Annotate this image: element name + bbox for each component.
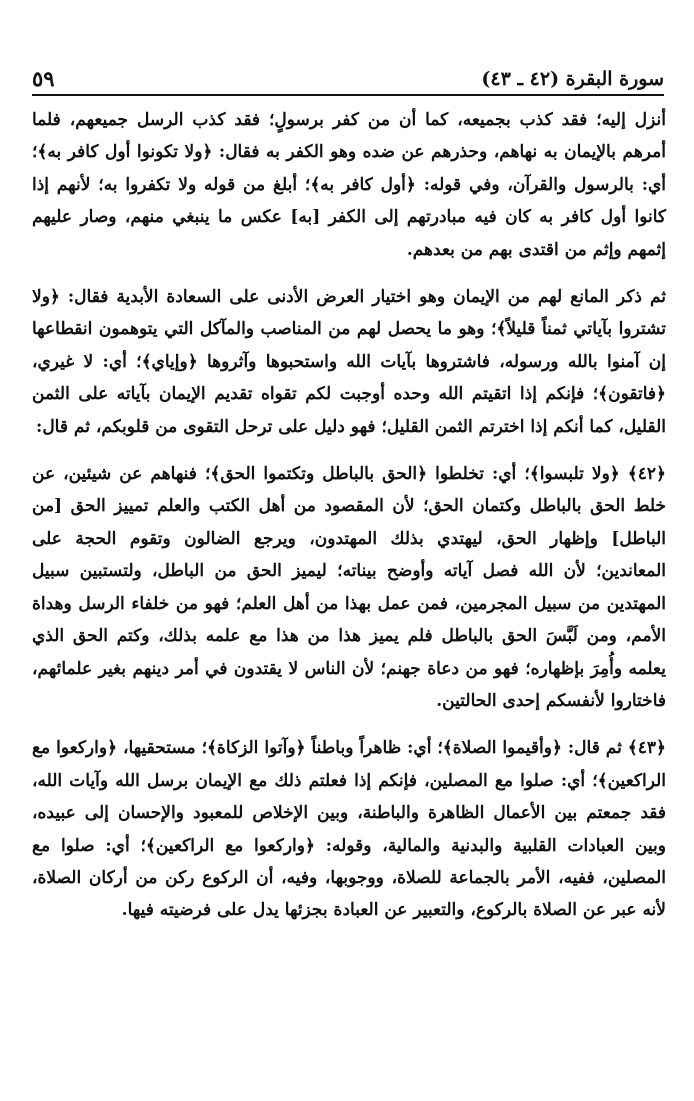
paragraph-verse-42: ﴿٤٢﴾ ﴿ولا تلبسوا﴾؛ أي: تخلطوا ﴿الحق بالباطل وتكتموا الحق﴾؛ فنهاهم عن شيئين، عن خلط الحق بالباطل وكتمان الحق؛ لأن المقصود من أهل الكتب والعلم تمييز الحق [من الباطل] وإظهار الحق، ليهتدي بذلك المهتدون، ويرجع الضالون وتقوم الحجة على المعاندين؛ لأن الله فصل آياته وأوضح بيناته؛ ليميز الحق من الباطل، ولتستبين سبيل المهتدين من سبيل المجرمين، فمن عمل بهذا من أهل العلم؛ فهو من خلفاء الرسل وهداة الأمم، ومن لَبَّسَ الحق بالباطل فلم يميز هذا من هذا مع علمه بذلك، وكتم الحق الذي يعلمه وأُمِرَ بإظهاره؛ فهو من دعاة جهنم؛ لأن الناس لا يقتدون في أمر دينهم بغير علمائهم، فاختاروا لأنفسكم إحدى الحالتين. (32, 464, 666, 711)
page-header (32, 58, 664, 96)
page-number: ٥٩ (32, 66, 55, 91)
paragraph-commentary: ثم ذكر المانع لهم من الإيمان وهو اختيار العرض الأدنى على السعادة الأبدية فقال: ﴿ولا تشتروا بآياتي ثمناً قليلاً﴾؛ وهو ما يحصل لهم من المناصب والمآكل التي يتوهمون انقطاعها إن آمنوا بالله ورسوله، فاشتروها بآيات الله واستحبوها وآثروها ﴿وإياي﴾؛ أي: لا غيري، ﴿فاتقون﴾؛ فإنكم إذا اتقيتم الله وحده أوجبت لكم تقواه تقديم الإيمان بآياته على الثمن القليل، كما أنكم إذا اخترتم الثمن القليل؛ فهو دليل على ترحل التقوى من قلوبكم، ثم قال: (32, 287, 666, 437)
page-body (32, 104, 666, 927)
paragraph-continuation: أنزل إليه؛ فقد كذب بجميعه، كما أن من كفر برسولٍ؛ فقد كذب الرسل جميعهم، فلما أمرهم بالإيمان به نهاهم، وحذرهم عن ضده وهو الكفر به فقال: ﴿ولا تكونوا أول كافر به﴾؛ أي: بالرسول والقرآن، وفي قوله: ﴿أول كافر به﴾؛ أبلغ من قوله ولا تكفروا به؛ لأنهم إذا كانوا أول كافر به كان فيه مبادرتهم إلى الكفر [به] عكس ما ينبغي منهم، وصار عليهم إثمهم وإثم من اقتدى بهم من بعدهم. (32, 110, 666, 260)
paragraph-verse-43: ﴿٤٣﴾ ثم قال: ﴿وأقيموا الصلاة﴾؛ أي: ظاهراً وباطناً ﴿وآتوا الزكاة﴾؛ مستحقيها، ﴿واركعوا مع الراكعين﴾؛ أي: صلوا مع المصلين، فإنكم إذا فعلتم ذلك مع الإيمان برسل الله وآيات الله، فقد جمعتم بين الأعمال الظاهرة والباطنة، وبين الإخلاص للمعبود والإحسان إلى عبيده، وبين العبادات القلبية والبدنية والمالية، وقوله: ﴿واركعوا مع الراكعين﴾؛ أي: صلوا مع المصلين، ففيه، الأمر بالجماعة للصلاة، ووجوبها، وفيه، أن الركوع ركن من أركان الصلاة، لأنه عبر عن الصلاة بالركوع، والتعبير عن العبادة بجزئها يدل على فرضيته فيها. (32, 738, 666, 921)
running-title: سورة البقرة (٤٢ ـ ٤٣) (481, 68, 664, 90)
